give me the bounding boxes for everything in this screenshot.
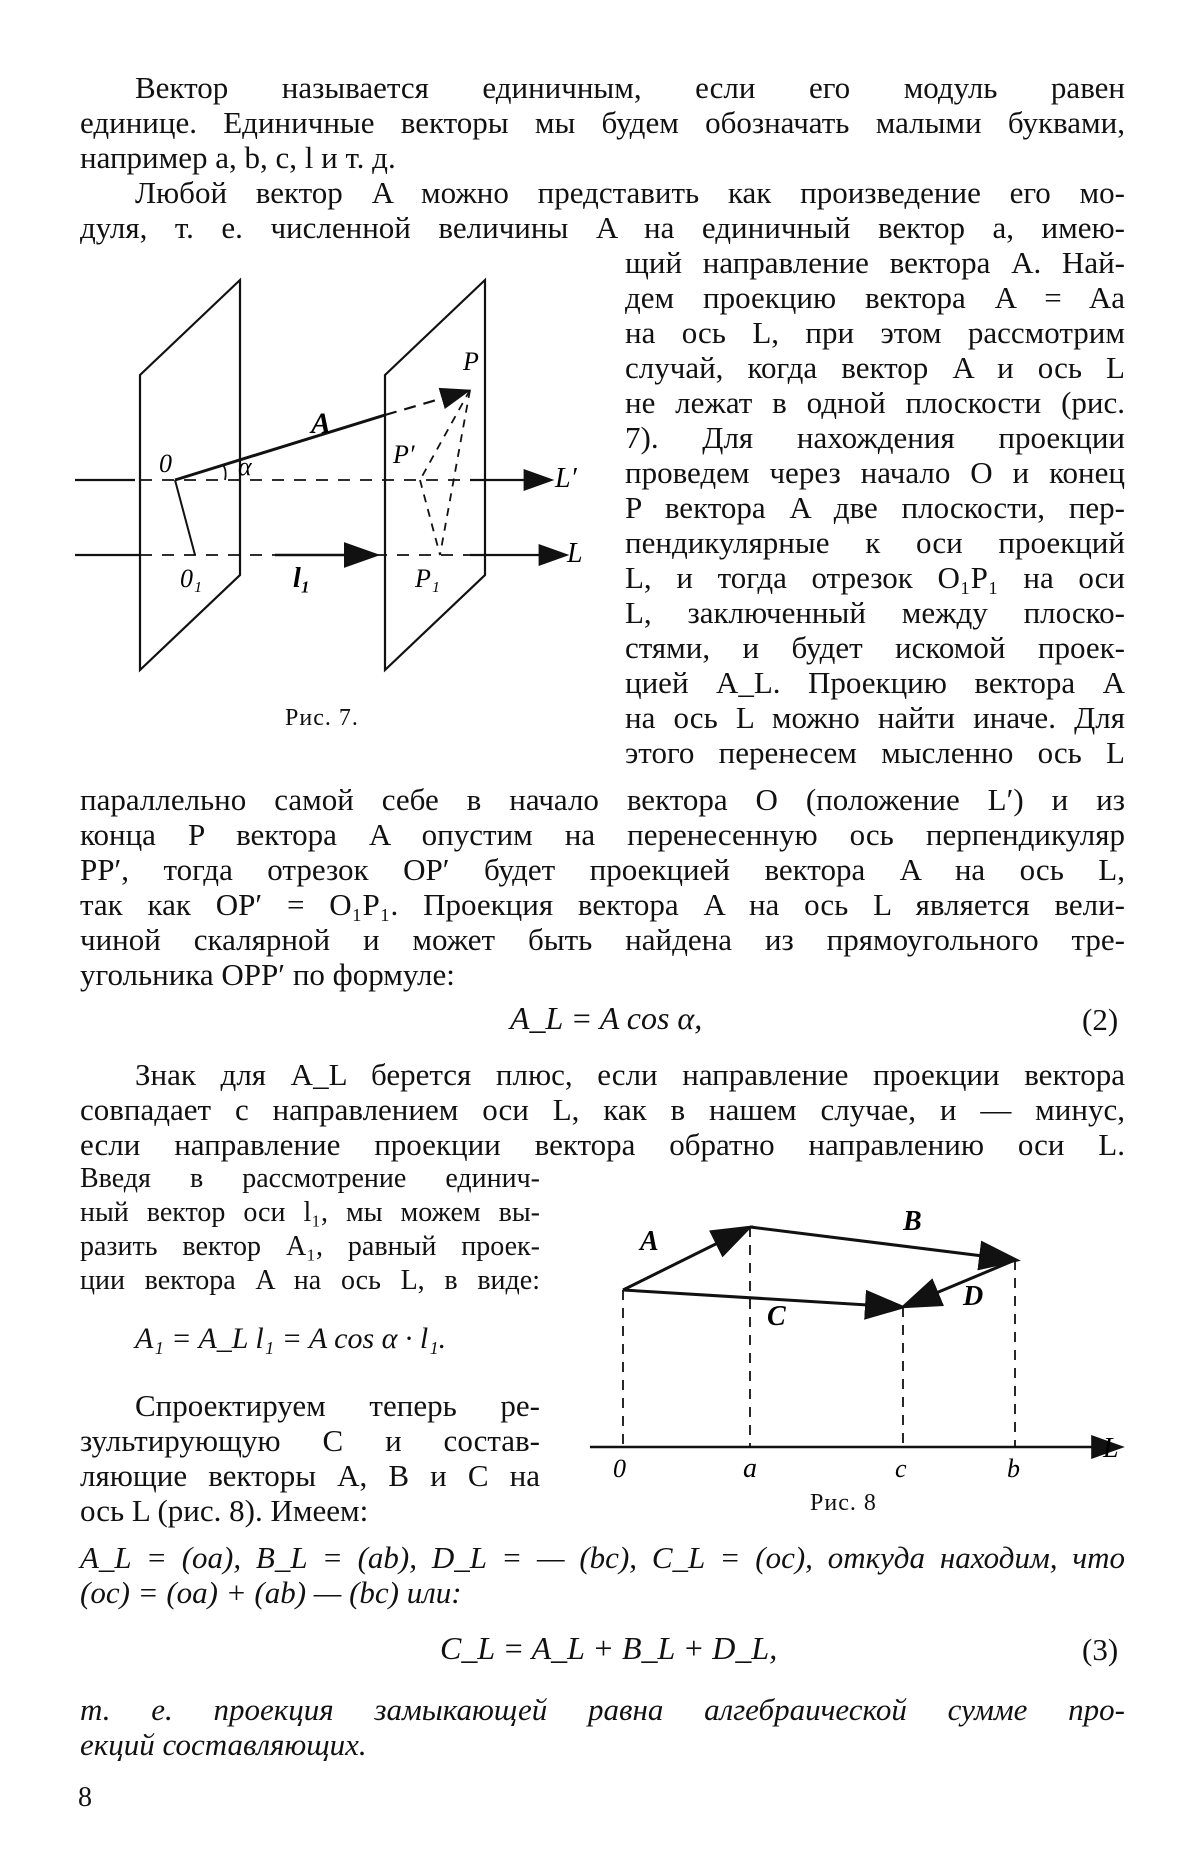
label-d: D bbox=[963, 1281, 984, 1312]
perpendicular-o-o1 bbox=[175, 480, 195, 555]
text-line: если направление проекции вектора обратно направлению оси L. bbox=[80, 1127, 1125, 1162]
text-line: Знак для A_L берется плюс, если направление проекции вектора bbox=[135, 1057, 1125, 1092]
text-line: параллельно самой себе в начало вектора O (положение L′) и из bbox=[80, 782, 1125, 817]
label-b: B bbox=[903, 1206, 922, 1237]
label-b-point: b bbox=[1007, 1454, 1020, 1483]
paragraph-6 bbox=[80, 1540, 1125, 1610]
label-a: A bbox=[640, 1226, 659, 1257]
text-line: дуля, т. е. численной величины A на единичный вектор a, имею- bbox=[80, 210, 1125, 245]
text-line: L, заключенный между плоско- bbox=[625, 595, 1125, 630]
text-line: щий направление вектора A. Най- bbox=[625, 245, 1125, 280]
text-line: угольника OPP′ по формуле: bbox=[80, 957, 455, 992]
text-line: случай, когда вектор A и ось L bbox=[625, 350, 1125, 385]
text-line: т. е. проекция замыкающей равна алгебраической сумме про- bbox=[80, 1692, 1125, 1727]
text-line: на ось L, при этом рассмотрим bbox=[625, 315, 1125, 350]
text-line: 7). Для нахождения проекции bbox=[625, 420, 1125, 455]
text-line: екций составляющих. bbox=[80, 1727, 367, 1762]
label-c-point: c bbox=[895, 1454, 907, 1483]
label-l: L bbox=[1103, 1433, 1119, 1464]
text-line: чиной скалярной и может быть найдена из прямоугольного тре- bbox=[80, 922, 1125, 957]
paragraph-2-continued bbox=[80, 782, 1125, 992]
label-c: C bbox=[767, 1301, 786, 1332]
label-p-prime: P′ bbox=[393, 440, 415, 469]
text-line: стями, и будет искомой проек- bbox=[625, 630, 1125, 665]
paragraph-3 bbox=[80, 1057, 1125, 1162]
text-line: цией A_L. Проекцию вектора A bbox=[625, 665, 1125, 700]
vector-a bbox=[175, 415, 385, 480]
label-l: L bbox=[567, 538, 583, 569]
text-line: ляющие векторы A, B и C на bbox=[80, 1458, 540, 1493]
text-line: ции вектора A на ось L, в виде: bbox=[80, 1265, 540, 1296]
text-line: конца P вектора A опустим на перенесенную ось перпендикуляр bbox=[80, 817, 1125, 852]
text-line: ный вектор оси l₁, мы можем вы- bbox=[80, 1197, 540, 1228]
label-o: 0 bbox=[159, 449, 172, 478]
figure-7-caption: Рис. 7. bbox=[285, 705, 359, 731]
text-line: дем проекцию вектора A = Aa bbox=[625, 280, 1125, 315]
text-line: этого перенесем мысленно ось L bbox=[625, 735, 1125, 770]
angle-alpha-arc bbox=[223, 465, 226, 480]
text-line: не лежат в одной плоскости (рис. bbox=[625, 385, 1125, 420]
conclusion bbox=[80, 1692, 1125, 1762]
paragraph-5 bbox=[80, 1388, 540, 1528]
text-line: PP′, тогда отрезок OP′ будет проекцией вектора A на ось L, bbox=[80, 852, 1125, 887]
paragraph-4 bbox=[80, 1162, 540, 1298]
label-o1: 0₁ bbox=[180, 564, 203, 593]
text-line: (oc) = (oa) + (ab) — (bc) или: bbox=[80, 1575, 462, 1610]
text-line: например a, b, c, l и т. д. bbox=[80, 140, 396, 175]
formula-2: A_L = A cos α, bbox=[510, 1000, 703, 1036]
equation-number-2: (2) bbox=[1082, 1002, 1119, 1037]
text-line: проведем через начало O и конец bbox=[625, 455, 1125, 490]
right-plane bbox=[385, 280, 485, 670]
label-alpha: α bbox=[238, 452, 252, 481]
text-line: Спроектируем теперь ре- bbox=[135, 1388, 540, 1423]
text-line: пендикулярные к оси проекций bbox=[625, 525, 1125, 560]
formula-3: C_L = A_L + B_L + D_L, bbox=[440, 1630, 778, 1666]
paragraph-2-wrap bbox=[625, 245, 1125, 770]
text-line: на ось L можно найти иначе. Для bbox=[625, 700, 1125, 735]
figure-8 bbox=[585, 1195, 1130, 1495]
label-a: A bbox=[311, 407, 332, 440]
paragraph-2 bbox=[80, 175, 1125, 245]
text-line: так как OP′ = O₁P₁. Проекция вектора A на ось L является вели- bbox=[80, 887, 1125, 922]
label-p: P bbox=[463, 347, 479, 376]
label-l1: l₁ bbox=[293, 563, 311, 594]
text-line: ось L (рис. 8). Имеем: bbox=[80, 1493, 369, 1528]
equation-number-3: (3) bbox=[1082, 1632, 1119, 1667]
text-line: Любой вектор A можно представить как произведение его мо- bbox=[135, 175, 1125, 210]
vector-b bbox=[750, 1227, 1015, 1260]
label-p1: P₁ bbox=[415, 564, 440, 593]
figure-8-caption: Рис. 8 bbox=[810, 1490, 877, 1516]
text-line: совпадает с направлением оси L, как в нашем случае, и — минус, bbox=[80, 1092, 1125, 1127]
page-number: 8 bbox=[78, 1782, 92, 1813]
text-line: единице. Единичные векторы мы будем обозначать малыми буквами, bbox=[80, 105, 1125, 140]
formula-a1: A₁ = A_L l₁ = A cos α · l₁. bbox=[135, 1322, 447, 1355]
paragraph-1 bbox=[80, 70, 1125, 175]
text-line: зультирующую C и состав- bbox=[80, 1423, 540, 1458]
text-line: Введя в рассмотрение единич- bbox=[80, 1163, 540, 1194]
text-line: Вектор называется единичным, если его модуль равен bbox=[135, 70, 1125, 105]
label-o: 0 bbox=[613, 1454, 626, 1483]
figure-7 bbox=[75, 265, 595, 735]
label-a-point: a bbox=[743, 1453, 757, 1484]
text-line: разить вектор A₁, равный проек- bbox=[80, 1231, 540, 1262]
label-l-prime: L′ bbox=[555, 463, 577, 494]
text-line: P вектора A две плоскости, пер- bbox=[625, 490, 1125, 525]
text-line: A_L = (oa), B_L = (ab), D_L = — (bc), C_L = (oc), откуда находим, что bbox=[80, 1540, 1125, 1575]
text-line: L, и тогда отрезок O₁P₁ на оси bbox=[625, 560, 1125, 595]
vector-d bbox=[905, 1260, 1015, 1306]
vector-c bbox=[623, 1290, 901, 1307]
